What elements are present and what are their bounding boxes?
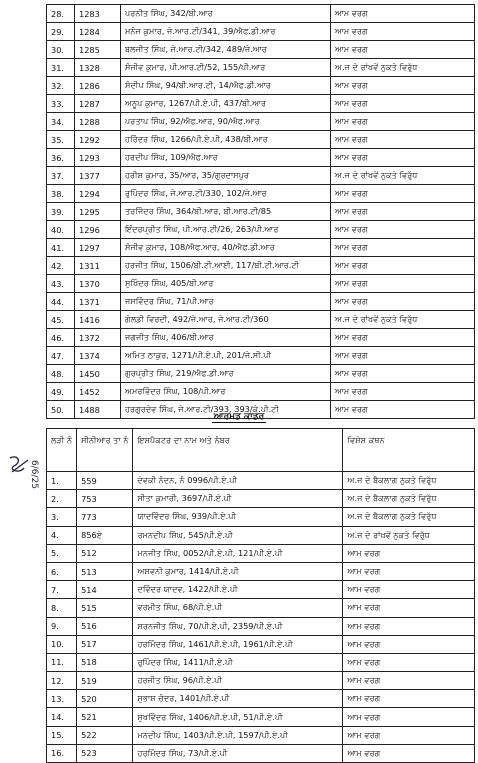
- seniority-cell: 1287: [75, 95, 121, 113]
- remarks-cell: ਅ.ਜ ਦੇ ਬੈਕਲਾਗ ਨੁਕਤੇ ਵਿਰੁੱਧ: [343, 472, 475, 490]
- serial-cell: 40.: [47, 221, 75, 239]
- remarks-cell: ਆਮ ਵਰਗ: [343, 635, 475, 653]
- seniority-cell: 520: [77, 690, 133, 708]
- serial-cell: 42.: [47, 257, 75, 275]
- remarks-cell: ਆਮ ਵਰਗ: [343, 672, 475, 690]
- name-cell: ਹਰਗੁਰਦੇਵ ਸਿੰਘ, ਜੇ.ਆਰ.ਟੀ/393, 393/ਕੇ.ਪੀ.ਟੀ: [121, 401, 331, 419]
- name-cell: ਸੰਦੀਪ ਸਿੰਘ, 94/ਬੀ.ਆਰ.ਟੀ, 14/ਐਫ.ਡੀ.ਆਰ: [121, 77, 331, 95]
- serial-cell: 6.: [47, 562, 77, 580]
- table-row: [47, 599, 475, 617]
- name-cell: ਅਸ਼ਵਨੀ ਕੁਮਾਰ, 1414/ਪੀ.ਏ.ਪੀ: [133, 562, 343, 580]
- inspector-table-1: [46, 4, 475, 419]
- seniority-cell: 1297: [75, 239, 121, 257]
- remarks-cell: ਆਮ ਵਰਗ: [331, 293, 475, 311]
- table-row: [47, 744, 475, 762]
- table-row: [47, 690, 475, 708]
- table-row: [47, 508, 475, 526]
- remarks-cell: ਅ.ਜ ਦੇ ਰਾਂਖਵੇਂ ਨੁਕਤੇ ਵਿਰੁੱਧ: [331, 59, 475, 77]
- table-row: [47, 672, 475, 690]
- table-row: [47, 185, 475, 203]
- seniority-cell: 1452: [75, 383, 121, 401]
- table-row: [47, 635, 475, 653]
- remarks-cell: ਅ.ਜ ਦੇ ਬੈਕਲਾਗ ਨੁਕਤੇ ਵਿਰੁੱਧ: [343, 490, 475, 508]
- name-cell: ਹਰਜੀਤ ਸਿੰਘ, 96/ਪੀ.ਏ.ਪੀ: [133, 672, 343, 690]
- seniority-cell: 523: [77, 744, 133, 762]
- serial-cell: 14.: [47, 708, 77, 726]
- serial-cell: 10.: [47, 635, 77, 653]
- header-seniority: ਸੀਨੀਆਰ ਤਾ ਨੰ: [77, 429, 133, 472]
- remarks-cell: ਆਮ ਵਰਗ: [343, 599, 475, 617]
- seniority-cell: 1284: [75, 23, 121, 41]
- serial-cell: 9.: [47, 617, 77, 635]
- name-cell: ਹਰਿੰਦਰ ਸਿੰਘ, 1266/ਪੀ.ਏ.ਪੀ, 438/ਬੀ.ਆਰ: [121, 131, 331, 149]
- remarks-cell: ਆਮ ਵਰਗ: [331, 23, 475, 41]
- remarks-cell: ਆਮ ਵਰਗ: [331, 203, 475, 221]
- seniority-cell: 1294: [75, 185, 121, 203]
- seniority-cell: 1371: [75, 293, 121, 311]
- seniority-cell: 1370: [75, 275, 121, 293]
- header-remarks: ਵਿਸ਼ੇਸ਼ ਕਥਨ: [343, 429, 475, 472]
- remarks-cell: ਆਮ ਵਰਗ: [331, 329, 475, 347]
- table-row: [47, 203, 475, 221]
- table-row: [47, 653, 475, 671]
- table-row: [47, 131, 475, 149]
- remarks-cell: ਆਮ ਵਰਗ: [331, 239, 475, 257]
- name-cell: ਰਮਨਦੀਪ ਸਿੰਘ, 545/ਪੀ.ਏ.ਪੀ: [133, 526, 343, 544]
- name-cell: ਸ਼ਰਨਜੀਤ ਸਿੰਘ, 70/ਪੀ.ਏ.ਪੀ, 2359/ਪੀ.ਏ.ਪੀ: [133, 617, 343, 635]
- seniority-cell: 1295: [75, 203, 121, 221]
- seniority-cell: 1488: [75, 401, 121, 419]
- table-row: [47, 490, 475, 508]
- name-cell: ਗੋਲਡੀ ਵਿਰਦੀ, 492/ਜੇ.ਆਰ, ਜੇ.ਆਰ.ਟੀ/360: [121, 311, 331, 329]
- name-cell: ਮਨਜੀਤ ਸਿੰਘ, 0052/ਪੀ.ਏ.ਪੀ, 121/ਪੀ.ਏ.ਪੀ: [133, 544, 343, 562]
- serial-cell: 49.: [47, 383, 75, 401]
- table-row: [47, 472, 475, 490]
- handwritten-signature: [4, 452, 40, 502]
- name-cell: ਇੰਦਰਪ੍ਰੀਤ ਸਿੰਘ, ਪੀ.ਆਰ.ਟੀ/26, 263/ਪੀ.ਆਰ: [121, 221, 331, 239]
- serial-cell: 7.: [47, 581, 77, 599]
- seniority-cell: 1285: [75, 41, 121, 59]
- serial-cell: 13.: [47, 690, 77, 708]
- name-cell: ਹਰਮਿੰਦਰ ਸਿੰਘ, 73/ਪੀ.ਏ.ਪੀ: [133, 744, 343, 762]
- remarks-cell: ਆਮ ਵਰਗ: [331, 131, 475, 149]
- name-cell: ਜਗਜੀਤ ਸਿੰਘ, 406/ਬੀ.ਆਰ: [121, 329, 331, 347]
- name-cell: ਤਰਜਿੰਦਰ ਸਿੰਘ, 364/ਬੀ.ਆਰ, ਬੀ.ਆਰ.ਟੀ/85: [121, 203, 331, 221]
- name-cell: ਸੁਖਵਿੰਦਰ ਸਿੰਘ, 1406/ਪੀ.ਏ.ਪੀ, 51/ਪੀ.ਏ.ਪੀ: [133, 708, 343, 726]
- serial-cell: 41.: [47, 239, 75, 257]
- name-cell: ਹਰਜੀਤ ਸਿੰਘ, 1506/ਬੀ.ਟੀ.ਆਈ, 117/ਬੀ.ਟੀ.ਆਰ.ਟੀ: [121, 257, 331, 275]
- table-row: [47, 383, 475, 401]
- name-cell: ਅਮਰਵਿੰਦਰ ਸਿੰਘ, 108/ਪੀ.ਆਰ: [121, 383, 331, 401]
- serial-cell: 48.: [47, 365, 75, 383]
- remarks-cell: ਆਮ ਵਰਗ: [331, 5, 475, 23]
- serial-cell: 16.: [47, 744, 77, 762]
- table-row: [47, 526, 475, 544]
- serial-cell: 35.: [47, 131, 75, 149]
- remarks-cell: ਆਮ ਵਰਗ: [331, 401, 475, 419]
- serial-cell: 11.: [47, 653, 77, 671]
- name-cell: ਸੰਜੀਵ ਕੁਮਾਰ, ਪੀ.ਆਰ.ਟੀ/52, 155/ਪੀ.ਆਰ: [121, 59, 331, 77]
- seniority-cell: 513: [77, 562, 133, 580]
- name-cell: ਰੁਪਿੰਦਰ ਸਿੰਘ, ਜੇ.ਆਰ.ਟੀ/330, 102/ਜੇ.ਆਰ: [121, 185, 331, 203]
- serial-cell: 29.: [47, 23, 75, 41]
- seniority-cell: 519: [77, 672, 133, 690]
- remarks-cell: ਆਮ ਵਰਗ: [343, 708, 475, 726]
- name-cell: ਯਾਦਵਿੰਦਰ ਸਿੰਘ, 939/ਪੀ.ਏ.ਪੀ: [133, 508, 343, 526]
- serial-cell: 4.: [47, 526, 77, 544]
- table-row: [47, 59, 475, 77]
- seniority-cell: 1450: [75, 365, 121, 383]
- name-cell: ਮਨਦੀਪ ਸਿੰਘ, 1403/ਪੀ.ਏ.ਪੀ, 1597/ਪੀ.ਏ.ਪੀ: [133, 726, 343, 744]
- header-serial: ਲੜੀ ਨੰ: [47, 429, 77, 472]
- seniority-cell: 515: [77, 599, 133, 617]
- seniority-cell: 517: [77, 635, 133, 653]
- serial-cell: 2.: [47, 490, 77, 508]
- name-cell: ਸੰਜੀਵ ਕੁਮਾਰ, 108/ਐਫ.ਆਰ, 40/ਐਫ.ਡੀ.ਆਰ: [121, 239, 331, 257]
- table-row: [47, 293, 475, 311]
- name-cell: ਅਮਿਤ ਠਾਕੁਰ, 1271/ਪੀ.ਏ.ਪੀ, 201/ਜੇ.ਸੀ.ਪੀ: [121, 347, 331, 365]
- remarks-cell: ਅ.ਜ ਦੇ ਬੈਕਲਾਗ ਨੁਕਤੇ ਵਿਰੁੱਧ: [343, 508, 475, 526]
- seniority-cell: 522: [77, 726, 133, 744]
- remarks-cell: ਆਮ ਵਰਗ: [331, 257, 475, 275]
- name-cell: ਸੁਖਿੰਦਰ ਸਿੰਘ, 405/ਬੀ.ਆਰ: [121, 275, 331, 293]
- table-row: [47, 311, 475, 329]
- table-row: [47, 708, 475, 726]
- header-name: ਇਸਪੈਕਟਰ ਦਾ ਨਾਮ ਅਤੇ ਨੰਬਰ: [133, 429, 343, 472]
- remarks-cell: ਆਮ ਵਰਗ: [343, 744, 475, 762]
- svg-text:6/6/25: 6/6/25: [29, 460, 39, 489]
- seniority-cell: 514: [77, 581, 133, 599]
- name-cell: ਜਸਵਿੰਦਰ ਸਿੰਘ, 71/ਪੀ.ਆਰ: [121, 293, 331, 311]
- table-row: [47, 23, 475, 41]
- remarks-cell: ਅ.ਜ ਦੇ ਰਾਂਖਵੇਂ ਨੁਕਤੇ ਵਿਰੁੱਧ: [331, 311, 475, 329]
- serial-cell: 33.: [47, 95, 75, 113]
- seniority-cell: 1286: [75, 77, 121, 95]
- seniority-cell: 516: [77, 617, 133, 635]
- name-cell: ਹਰੀਸ਼ ਕੁਮਾਰ, 35/ਆਰ, 35/ਗੁਰਦਾਸਪੁਰ: [121, 167, 331, 185]
- serial-cell: 37.: [47, 167, 75, 185]
- seniority-cell: 1374: [75, 347, 121, 365]
- name-cell: ਮਨੋਜ ਕੁਮਾਰ, ਜੇ.ਆਰ.ਟੀ/341, 39/ਐਫ.ਡੀ.ਆਰ: [121, 23, 331, 41]
- remarks-cell: ਆਮ ਵਰਗ: [343, 562, 475, 580]
- name-cell: ਦਵਿੰਦਰ ਯਾਦਵ, 1422/ਪੀ.ਏ.ਪੀ: [133, 581, 343, 599]
- serial-cell: 43.: [47, 275, 75, 293]
- remarks-cell: ਆਮ ਵਰਗ: [331, 275, 475, 293]
- serial-cell: 34.: [47, 113, 75, 131]
- serial-cell: 32.: [47, 77, 75, 95]
- seniority-cell: 773: [77, 508, 133, 526]
- remarks-cell: ਆਮ ਵਰਗ: [331, 347, 475, 365]
- remarks-cell: ਆਮ ਵਰਗ: [343, 726, 475, 744]
- name-cell: ਪਰਨੀਤ ਸਿੰਘ, 342/ਬੀ.ਆਰ: [121, 5, 331, 23]
- seniority-cell: 856ਏ: [77, 526, 133, 544]
- name-cell: ਅਨੂਪ ਕੁਮਾਰ, 1267/ਪੀ.ਏ.ਪੀ, 437/ਬੀ.ਆਰ: [121, 95, 331, 113]
- name-cell: ਹਰਦੀਪ ਸਿੰਘ, 109/ਐਫ.ਆਰ: [121, 149, 331, 167]
- remarks-cell: ਅ.ਜ ਦੇ ਰਾਂਖਵੇਂ ਨੁਕਤੇ ਵਿਰੁੱਧ: [331, 167, 475, 185]
- table-row: [47, 581, 475, 599]
- serial-cell: 31.: [47, 59, 75, 77]
- section-title: ਆਰਮਡ ਕਾਡਰ: [213, 412, 265, 422]
- table-row: [47, 167, 475, 185]
- name-cell: ਵਰਮੀਤ ਸਿੰਘ, 68/ਪੀ.ਏ.ਪੀ: [133, 599, 343, 617]
- serial-cell: 15.: [47, 726, 77, 744]
- table-row: [47, 365, 475, 383]
- serial-cell: 50.: [47, 401, 75, 419]
- remarks-cell: ਆਮ ਵਰਗ: [343, 544, 475, 562]
- seniority-cell: 559: [77, 472, 133, 490]
- seniority-cell: 521: [77, 708, 133, 726]
- name-cell: ਸੀਤਾ ਕੁਮਾਰੀ, 3697/ਪੀ.ਏ.ਪੀ: [133, 490, 343, 508]
- seniority-cell: 512: [77, 544, 133, 562]
- serial-cell: 12.: [47, 672, 77, 690]
- serial-cell: 1.: [47, 472, 77, 490]
- seniority-cell: 753: [77, 490, 133, 508]
- name-cell: ਸੁਭਾਸ਼ ਚੰਦਰ, 1401/ਪੀ.ਏ.ਪੀ: [133, 690, 343, 708]
- serial-cell: 36.: [47, 149, 75, 167]
- remarks-cell: ਆਮ ਵਰਗ: [331, 149, 475, 167]
- table-row: [47, 149, 475, 167]
- remarks-cell: ਅ.ਜ ਦੇ ਰਾਂਖਵੇਂ ਨੁਕਤੇ ਵਿਰੁੱਧ: [343, 526, 475, 544]
- table-row: [47, 257, 475, 275]
- name-cell: ਬਲਜੀਤ ਸਿੰਘ, ਜੇ.ਆਰ.ਟੀ/342, 489/ਜੇ.ਆਰ: [121, 41, 331, 59]
- name-cell: ਰੁਪਿੰਦਰ ਸਿੰਘ, 1411/ਪੀ.ਏ.ਪੀ: [133, 653, 343, 671]
- serial-cell: 38.: [47, 185, 75, 203]
- armed-cadre-table: [46, 428, 475, 763]
- seniority-cell: 1311: [75, 257, 121, 275]
- seniority-cell: 518: [77, 653, 133, 671]
- serial-cell: 5.: [47, 544, 77, 562]
- remarks-cell: ਆਮ ਵਰਗ: [331, 221, 475, 239]
- serial-cell: 8.: [47, 599, 77, 617]
- serial-cell: 39.: [47, 203, 75, 221]
- table-row: [47, 726, 475, 744]
- remarks-cell: ਆਮ ਵਰਗ: [331, 77, 475, 95]
- table-row: [47, 77, 475, 95]
- remarks-cell: ਆਮ ਵਰਗ: [343, 617, 475, 635]
- table-row: [47, 347, 475, 365]
- remarks-cell: ਆਮ ਵਰਗ: [343, 690, 475, 708]
- table-row: [47, 221, 475, 239]
- seniority-cell: 1288: [75, 113, 121, 131]
- name-cell: ਪਰਤਾਪ ਸਿੰਘ, 92/ਐਫ.ਆਰ, 90/ਐਫ.ਆਰ: [121, 113, 331, 131]
- seniority-cell: 1293: [75, 149, 121, 167]
- seniority-cell: 1283: [75, 5, 121, 23]
- serial-cell: 30.: [47, 41, 75, 59]
- table-row: [47, 113, 475, 131]
- remarks-cell: ਆਮ ਵਰਗ: [343, 581, 475, 599]
- table-row: [47, 544, 475, 562]
- serial-cell: 3.: [47, 508, 77, 526]
- seniority-cell: 1372: [75, 329, 121, 347]
- table-row: [47, 5, 475, 23]
- seniority-cell: 1292: [75, 131, 121, 149]
- seniority-cell: 1377: [75, 167, 121, 185]
- serial-cell: 46.: [47, 329, 75, 347]
- remarks-cell: ਆਮ ਵਰਗ: [331, 113, 475, 131]
- remarks-cell: ਆਮ ਵਰਗ: [331, 185, 475, 203]
- remarks-cell: ਆਮ ਵਰਗ: [343, 653, 475, 671]
- serial-cell: 28.: [47, 5, 75, 23]
- table-row: [47, 562, 475, 580]
- seniority-cell: 1416: [75, 311, 121, 329]
- table-header-row: [47, 429, 475, 472]
- remarks-cell: ਆਮ ਵਰਗ: [331, 383, 475, 401]
- table-row: [47, 41, 475, 59]
- name-cell: ਹਰਮਿੰਦਰ ਸਿੰਘ, 1461/ਪੀ.ਏ.ਪੀ, 1961/ਪੀ.ਏ.ਪੀ: [133, 635, 343, 653]
- table-row: [47, 239, 475, 257]
- serial-cell: 45.: [47, 311, 75, 329]
- remarks-cell: ਆਮ ਵਰਗ: [331, 95, 475, 113]
- remarks-cell: ਆਮ ਵਰਗ: [331, 41, 475, 59]
- table-row: [47, 275, 475, 293]
- seniority-cell: 1296: [75, 221, 121, 239]
- serial-cell: 47.: [47, 347, 75, 365]
- table-row: [47, 95, 475, 113]
- table-row: [47, 329, 475, 347]
- table-row: [47, 617, 475, 635]
- serial-cell: 44.: [47, 293, 75, 311]
- name-cell: ਦੇਵਕੀ ਨੰਦਨ, ਨੰ 0996/ਪੀ.ਏ.ਪੀ: [133, 472, 343, 490]
- remarks-cell: ਆਮ ਵਰਗ: [331, 365, 475, 383]
- seniority-cell: 1328: [75, 59, 121, 77]
- name-cell: ਗੁਰਪ੍ਰੀਤ ਸਿੰਘ, 219/ਐਫ.ਡੀ.ਆਰ: [121, 365, 331, 383]
